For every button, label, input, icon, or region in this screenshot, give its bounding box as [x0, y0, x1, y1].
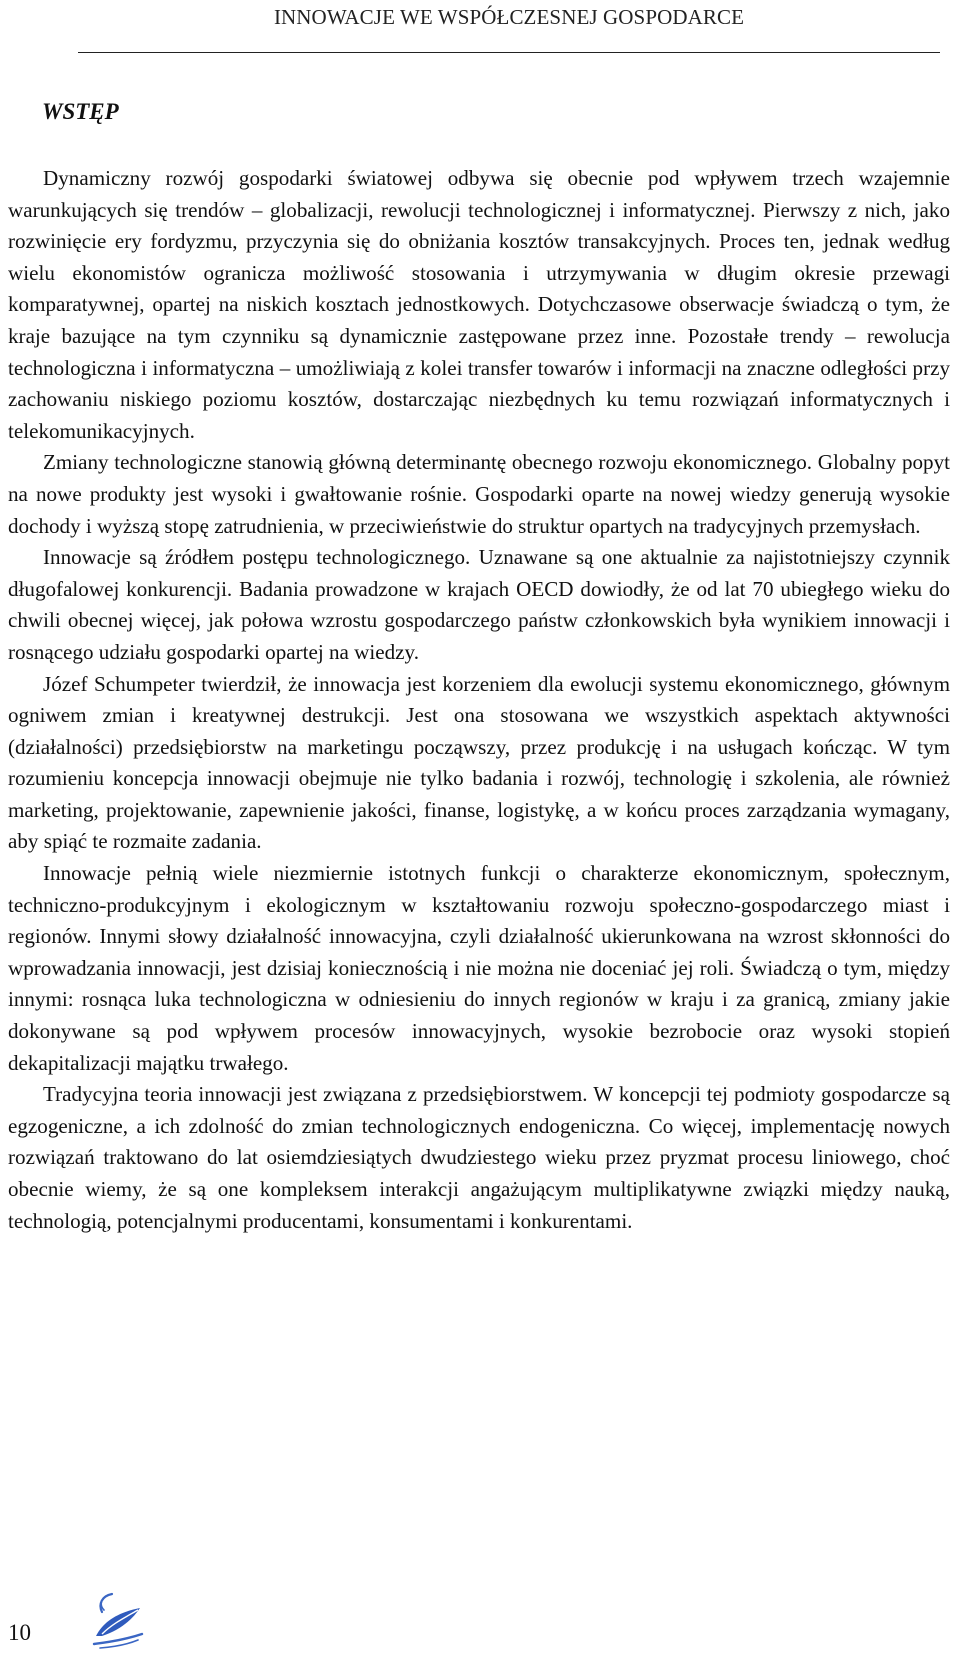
body-text	[8, 163, 950, 1237]
feather-quill-logo-icon	[90, 1590, 146, 1652]
running-header-title: INNOWACJE WE WSPÓŁCZESNEJ GOSPODARCE	[273, 5, 745, 29]
paragraph-5: Innowacje pełnią wiele niezmiernie istotnych funkcji o charakterze ekonomicznym, społecznym, techniczno-produkcyjnym i ekologicznym w kształtowaniu rozwoju społeczno-gospodarczego miast i regionów. Innymi słowy działalność innowacyjna, czyli działalność ukierunkowana na wzrost skłonności do wprowadzania innowacji, jest dzisiaj koniecznością i nie można nie doceniać jej roli. Świadczą o tym, między innymi: rosnąca luka technologiczna w odniesieniu do innych regionów w kraju i za granicą, zmiany jakie dokonywane są pod wpływem procesów innowacyjnych, wysokie bezrobocie oraz wysoki stopień dekapitalizacji majątku trwałego.	[8, 861, 950, 1075]
section-title: WSTĘP	[42, 99, 119, 124]
paragraph-1: Dynamiczny rozwój gospodarki światowej odbywa się obecnie pod wpływem trzech wzajemnie warunkujących się trendów – globalizacji, rewolucji technologicznej i informatycznej. Pierwszy z nich, jako rozwinięcie ery fordyzmu, przyczynia się do obniżania kosztów transakcyjnych. Proces ten, jednak według wielu ekonomistów ogranicza możliwość stosowania i utrzymywania w długim okresie przewagi komparatywnej, opartej na niskich kosztach jednostkowych. Dotychczasowe obserwacje świadczą o tym, że kraje bazujące na tym czynniku są dynamicznie zastępowane przez inne. Pozostałe trendy – rewolucja technologiczna i informatyczna – umożliwiają z kolei transfer towarów i informacji na znaczne odległości przy zachowaniu niskiego poziomu kosztów, dostarczając niezbędnych ku temu rozwiązań informatycznych i telekomunikacyjnych.	[8, 166, 950, 443]
paragraph-2: Zmiany technologiczne stanowią główną determinantę obecnego rozwoju ekonomicznego. Globalny popyt na nowe produkty jest wysoki i gwałtowanie rośnie. Gospodarki oparte na nowej wiedzy generują wysokie dochody i wyższą stopę zatrudnienia, w przeciwieństwie do struktur opartych na tradycyjnych przemysłach.	[8, 450, 950, 538]
paragraph-6: Tradycyjna teoria innowacji jest związana z przedsiębiorstwem. W koncepcji tej podmioty gospodarcze są egzogeniczne, a ich zdolność do zmian technologicznych endogeniczna. Co więcej, implementację nowych rozwiązań traktowano do lat osiemdziesiątych dwudziestego wieku przez pryzmat procesu liniowego, choć obecnie wiemy, że są one kompleksem interakcji angażującym multiplikatywne związki między nauką, technologią, potencjalnymi producentami, konsumentami i konkurentami.	[8, 1082, 950, 1233]
paragraph-3: Innowacje są źródłem postępu technologicznego. Uznawane są one aktualnie za najistotniejszy czynnik długofalowej konkurencji. Badania prowadzone w krajach OECD dowiodły, że od lat 70 ubiegłego wieku do chwili obecnej więcej, jak połowa wzrostu gospodarczego państw członkowskich była wynikiem innowacji i rosnącego udziału gospodarki opartej na wiedzy.	[8, 545, 950, 664]
paragraph-4: Józef Schumpeter twierdził, że innowacja jest korzeniem dla ewolucji systemu ekonomicznego, głównym ogniwem zmian i kreatywnej destrukcji. Jest ona stosowana we wszystkich aspektach aktywności (działalności) przedsiębiorstw na marketingu począwszy, przez produkcję i na usługach kończąc. W tym rozumieniu koncepcja innowacji obejmuje nie tylko badania i rozwój, technologię i szkolenia, ale również marketing, projektowanie, zapewnienie jakości, finanse, logistykę, a w końcu proces zarządzania wymagany, aby spiąć te rozmaite zadania.	[8, 671, 950, 854]
page-number: 10	[8, 1620, 31, 1645]
running-header	[78, 0, 940, 53]
